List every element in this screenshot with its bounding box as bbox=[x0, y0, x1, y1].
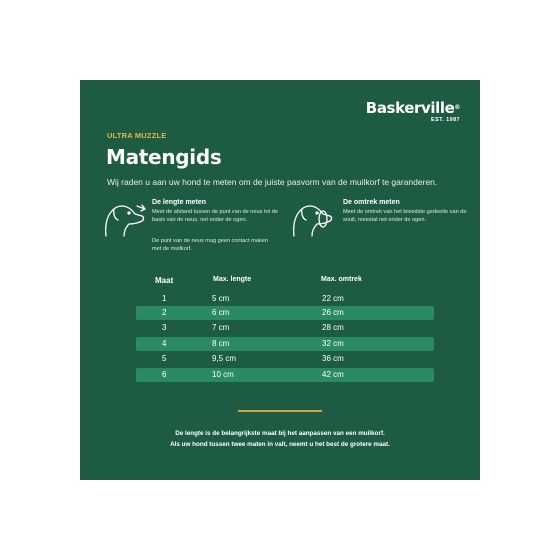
dog-head-girth-icon bbox=[290, 200, 336, 240]
brand-established: EST. 1987 bbox=[431, 117, 460, 123]
brand-logo bbox=[366, 100, 460, 123]
girth-cell: 36 cm bbox=[322, 354, 344, 363]
page-title: Matengids bbox=[106, 145, 222, 169]
girth-cell: 28 cm bbox=[322, 323, 344, 332]
footer-line-1: De lengte is de belangrijkste maat bij het aanpassen van een muilkorf. bbox=[175, 430, 385, 437]
size-cell: 2 bbox=[162, 308, 167, 317]
brand-trademark: ® bbox=[454, 104, 460, 111]
length-cell: 7 cm bbox=[212, 323, 230, 332]
table-row bbox=[136, 352, 434, 366]
table-row bbox=[136, 368, 434, 382]
table-row bbox=[136, 306, 434, 320]
dog-head-length-icon bbox=[102, 200, 148, 240]
header-max-length: Max. lengte bbox=[213, 276, 252, 283]
product-eyebrow: ULTRA MUZZLE bbox=[107, 131, 167, 140]
brand-name: Baskerville bbox=[365, 99, 455, 117]
table-row bbox=[136, 337, 434, 351]
header-max-girth: Max. omtrek bbox=[321, 276, 362, 283]
length-cell: 6 cm bbox=[212, 308, 230, 317]
size-cell: 3 bbox=[162, 323, 167, 332]
girth-cell: 22 cm bbox=[322, 294, 344, 303]
length-text: Meet de afstand tussen de punt van de neus tot de basis van de neus, net onder de ogen. bbox=[152, 209, 278, 223]
length-cell: 9,5 cm bbox=[212, 354, 237, 363]
size-guide-card bbox=[80, 80, 480, 480]
footer-note bbox=[80, 429, 480, 450]
intro-text: Wij raden u aan uw hond te meten om de juiste pasvorm van de muilkorf te garanderen. bbox=[107, 177, 438, 187]
length-cell: 5 cm bbox=[212, 294, 230, 303]
table-row bbox=[136, 321, 434, 335]
size-cell: 6 bbox=[162, 370, 167, 379]
girth-text: Meet de omtrek van het breedste gedeelte van de snuit, meestal net onder de ogen. bbox=[343, 209, 467, 223]
length-cell: 10 cm bbox=[212, 370, 234, 379]
girth-cell: 32 cm bbox=[322, 339, 344, 348]
size-cell: 4 bbox=[162, 339, 167, 348]
girth-cell: 26 cm bbox=[322, 308, 344, 317]
length-cell: 8 cm bbox=[212, 339, 230, 348]
length-heading: De lengte meten bbox=[152, 199, 207, 206]
girth-heading: De omtrek meten bbox=[343, 199, 400, 206]
size-cell: 5 bbox=[162, 354, 167, 363]
length-note: De punt van de neus mag geen contact maken met de muilkorf. bbox=[152, 238, 268, 252]
girth-cell: 42 cm bbox=[322, 370, 344, 379]
divider bbox=[238, 410, 322, 412]
size-cell: 1 bbox=[162, 294, 167, 303]
footer-line-2: Als uw hond tussen twee maten in valt, neemt u het best de grotere maat. bbox=[170, 440, 390, 448]
table-row bbox=[136, 292, 434, 306]
header-size: Maat bbox=[155, 276, 174, 285]
